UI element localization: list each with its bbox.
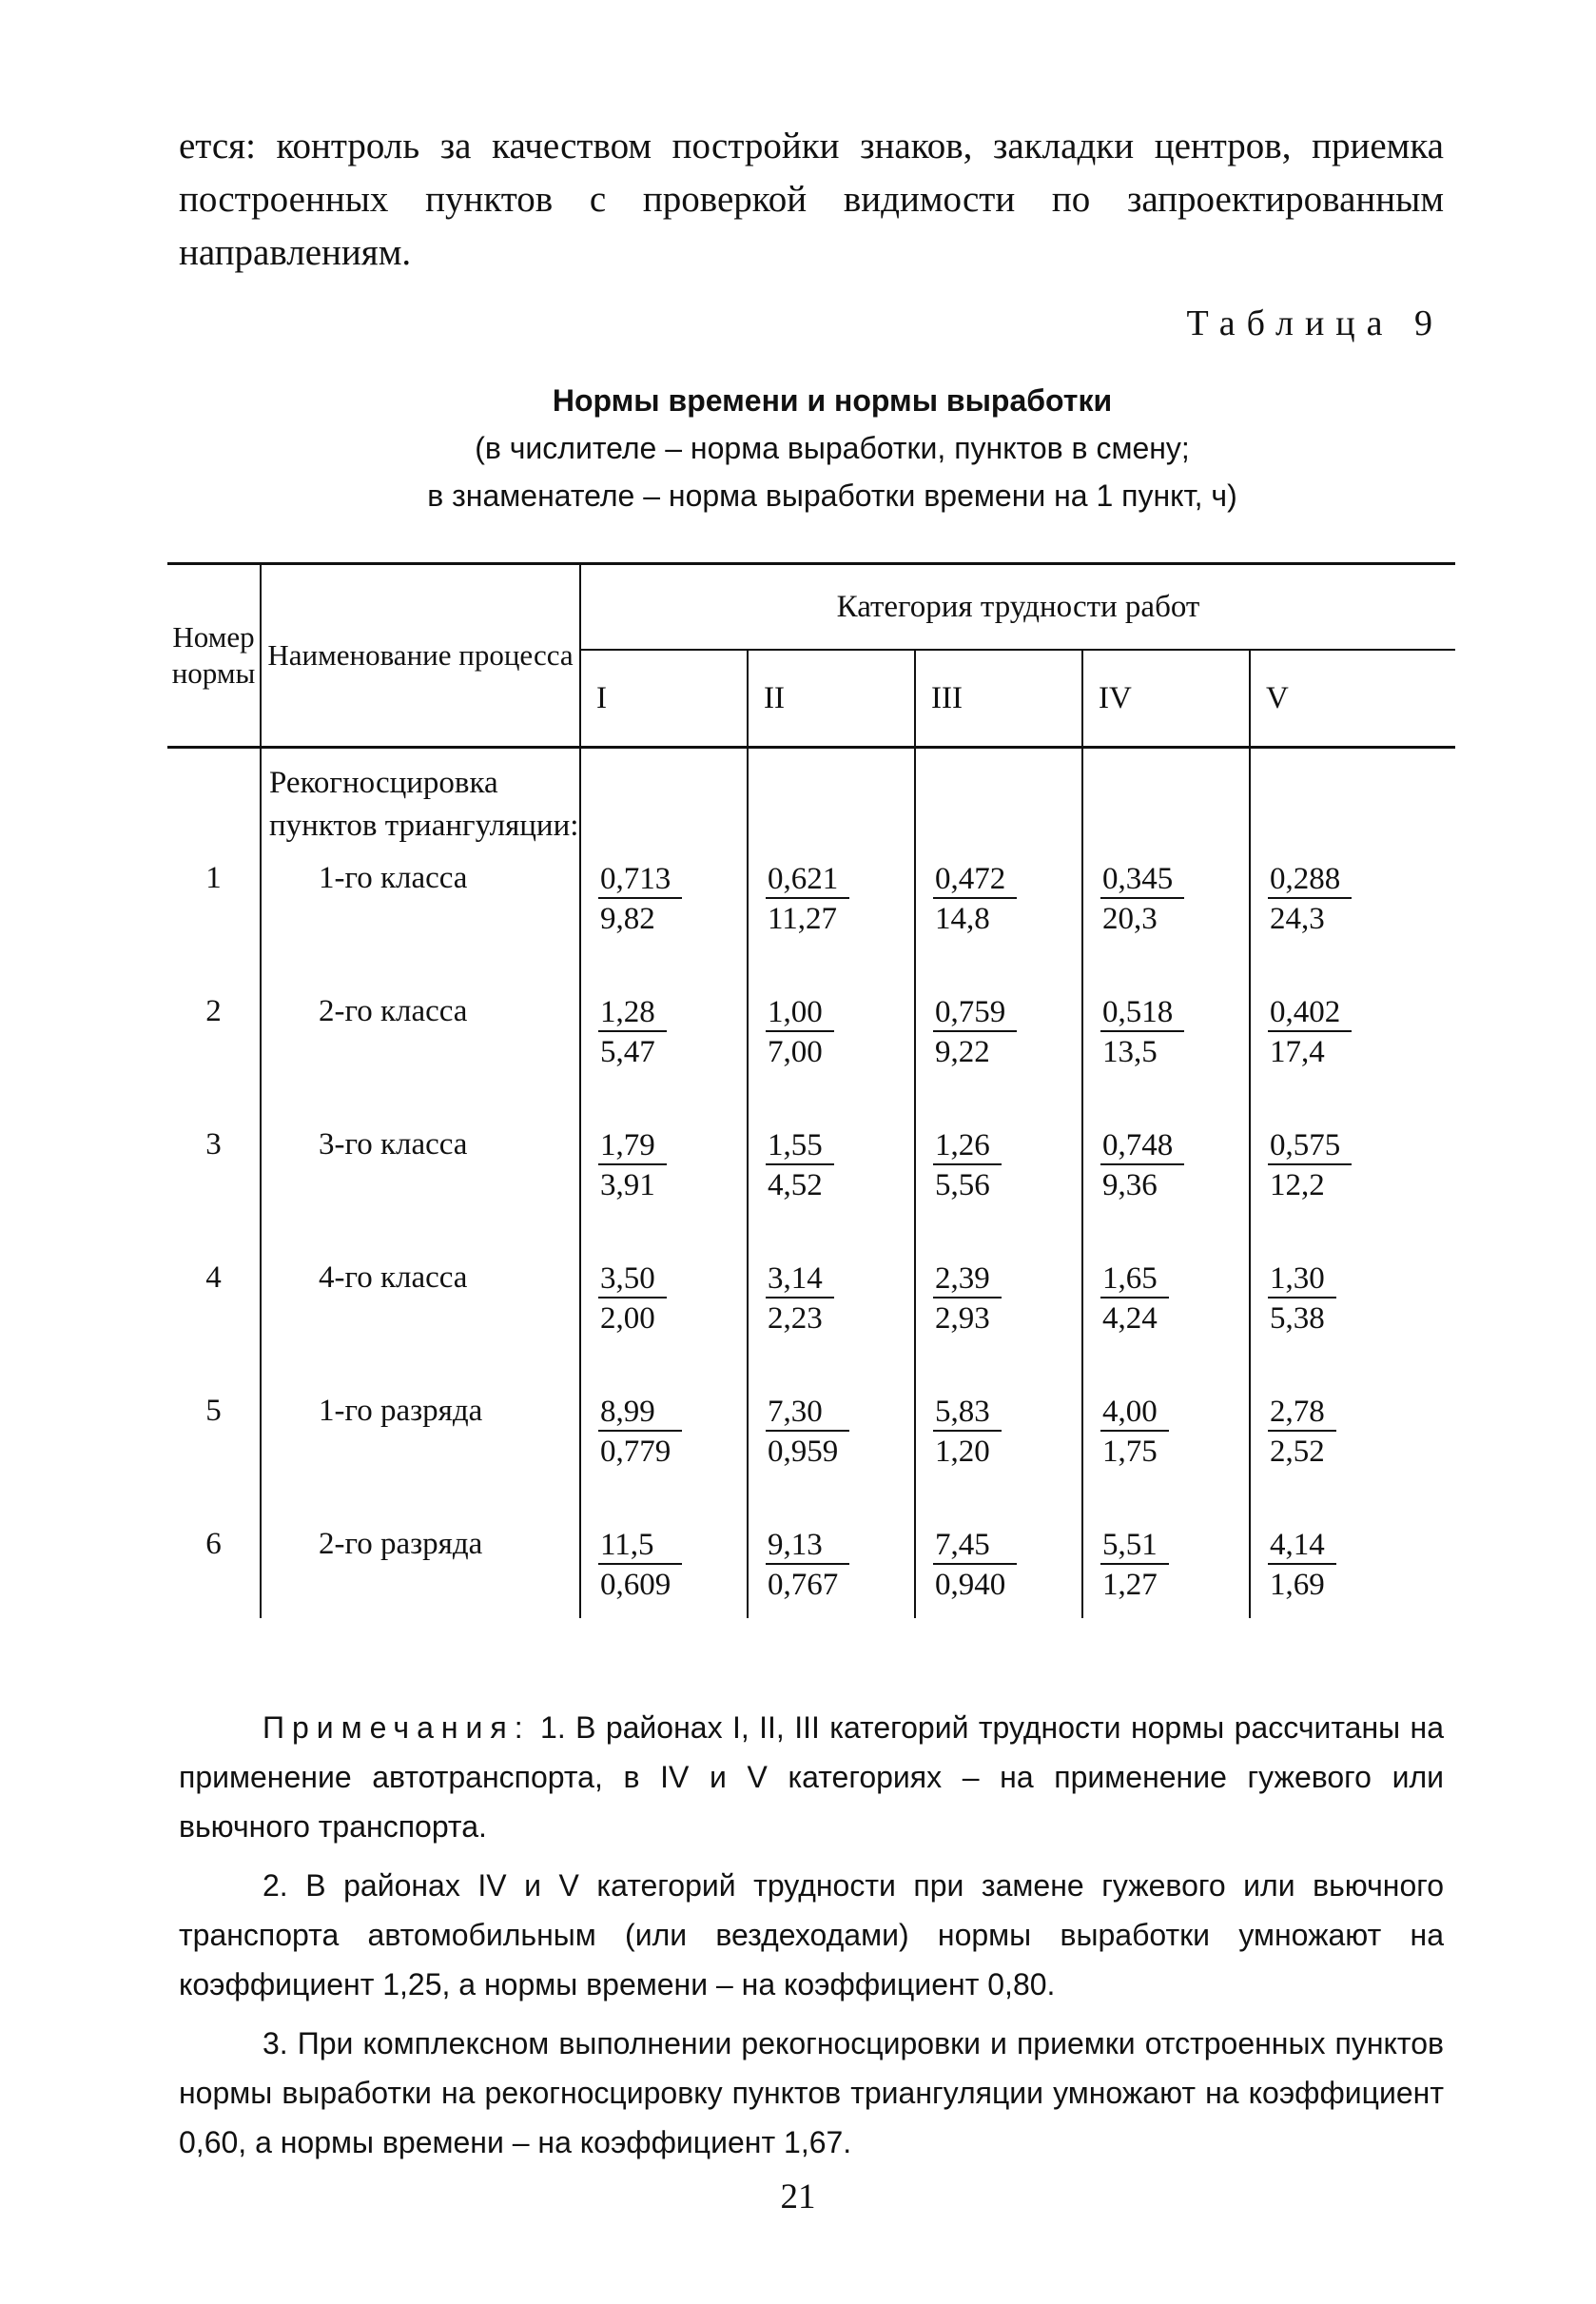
time-norm: 5,38: [1270, 1301, 1325, 1336]
table-caption: [285, 377, 1379, 519]
process-name: 4-го класса: [319, 1260, 468, 1295]
table-row: [167, 981, 1455, 1114]
value-fraction: [1100, 1260, 1169, 1337]
time-norm: 1,75: [1102, 1435, 1158, 1469]
norm-number: 3: [205, 1127, 222, 1162]
norm-number: 6: [205, 1527, 222, 1561]
table-label: Таблица 9: [1186, 303, 1444, 343]
output-norm: 0,621: [766, 861, 849, 899]
time-norm: 7,00: [768, 1035, 823, 1069]
table-subtitle-line-1: (в числителе – норма выработки, пунктов в смену;: [475, 431, 1190, 465]
table-row: [167, 848, 1455, 981]
output-norm: 8,99: [598, 1394, 682, 1432]
time-norm: 4,24: [1102, 1301, 1158, 1336]
value-fraction: [1268, 1527, 1336, 1603]
process-name: 1-го разряда: [319, 1394, 483, 1428]
value-fraction: [1100, 1527, 1169, 1603]
time-norm: 9,22: [935, 1035, 990, 1069]
time-norm: 2,00: [600, 1301, 655, 1336]
notes-section: [179, 1703, 1444, 2177]
column-header-process: Наименование процесса: [261, 564, 580, 748]
table-row: [167, 1114, 1455, 1247]
category-header: III: [915, 650, 1082, 748]
time-norm: 9,36: [1102, 1168, 1158, 1202]
output-norm: 0,345: [1100, 861, 1184, 899]
value-fraction: [598, 1127, 667, 1203]
value-fraction: [1268, 1260, 1336, 1337]
output-norm: 11,5: [598, 1527, 682, 1565]
output-norm: 3,50: [598, 1260, 667, 1298]
output-norm: 1,55: [766, 1127, 834, 1165]
norm-number: 4: [205, 1260, 222, 1295]
notes-label: Примечания:: [263, 1710, 531, 1745]
norm-number: 1: [205, 861, 222, 895]
time-norm: 9,82: [600, 902, 655, 936]
output-norm: 1,28: [598, 994, 667, 1032]
output-norm: 2,78: [1268, 1394, 1336, 1432]
table-row: [167, 1380, 1455, 1513]
value-fraction: [766, 1127, 834, 1203]
intro-paragraph: ется: контроль за качеством постройки знаков, закладки центров, приемка построенных пунктов с проверкой видимости по запроектированным направлениям.: [179, 126, 1444, 273]
value-fraction: [933, 1527, 1017, 1603]
value-fraction: [933, 1394, 1002, 1470]
value-fraction: [1100, 861, 1184, 937]
time-norm: 2,93: [935, 1301, 990, 1336]
process-name: 2-го класса: [319, 994, 468, 1028]
process-name: 1-го класса: [319, 861, 468, 895]
value-fraction: [933, 994, 1017, 1070]
output-norm: 7,45: [933, 1527, 1017, 1565]
value-fraction: [766, 994, 834, 1070]
time-norm: 17,4: [1270, 1035, 1325, 1069]
norm-number: 2: [205, 994, 222, 1028]
norm-number: 5: [205, 1394, 222, 1428]
value-fraction: [1100, 1127, 1184, 1203]
value-fraction: [1100, 1394, 1169, 1470]
output-norm: 1,79: [598, 1127, 667, 1165]
value-fraction: [1268, 1394, 1336, 1470]
output-norm: 2,39: [933, 1260, 1002, 1298]
output-norm: 1,65: [1100, 1260, 1169, 1298]
time-norm: 0,940: [935, 1568, 1006, 1602]
table-row: [167, 1247, 1455, 1380]
value-fraction: [598, 1527, 682, 1603]
value-fraction: [766, 1394, 849, 1470]
time-norm: 2,52: [1270, 1435, 1325, 1469]
note-1: [179, 1703, 1444, 1851]
column-header-number: Номер нормы: [167, 564, 261, 748]
time-norm: 1,69: [1270, 1568, 1325, 1602]
output-norm: 1,26: [933, 1127, 1002, 1165]
category-header: II: [748, 650, 915, 748]
value-fraction: [598, 1394, 682, 1470]
time-norm: 20,3: [1102, 902, 1158, 936]
time-norm: 12,2: [1270, 1168, 1325, 1202]
output-norm: 0,288: [1268, 861, 1352, 899]
output-norm: 0,713: [598, 861, 682, 899]
category-header: V: [1250, 650, 1455, 748]
value-fraction: [1268, 861, 1352, 937]
time-norm: 0,959: [768, 1435, 839, 1469]
process-name: 2-го разряда: [319, 1527, 483, 1561]
time-norm: 11,27: [768, 902, 838, 936]
output-norm: 0,402: [1268, 994, 1352, 1032]
output-norm: 1,00: [766, 994, 834, 1032]
category-header: IV: [1082, 650, 1250, 748]
time-norm: 5,56: [935, 1168, 990, 1202]
value-fraction: [933, 1260, 1002, 1337]
time-norm: 2,23: [768, 1301, 823, 1336]
time-norm: 0,779: [600, 1435, 671, 1469]
time-norm: 4,52: [768, 1168, 823, 1202]
time-norm: 1,27: [1102, 1568, 1158, 1602]
table-row: [167, 1513, 1455, 1618]
value-fraction: [766, 1527, 849, 1603]
category-group-header: Категория трудности работ: [580, 564, 1455, 651]
process-name: 3-го класса: [319, 1127, 468, 1162]
time-norm: 1,20: [935, 1435, 990, 1469]
time-norm: 13,5: [1102, 1035, 1158, 1069]
group-row: [167, 748, 1455, 849]
output-norm: 3,14: [766, 1260, 834, 1298]
output-norm: 0,472: [933, 861, 1017, 899]
time-norm: 5,47: [600, 1035, 655, 1069]
time-norm: 14,8: [935, 902, 990, 936]
value-fraction: [598, 994, 667, 1070]
value-fraction: [933, 1127, 1002, 1203]
time-norm: 3,91: [600, 1168, 655, 1202]
value-fraction: [766, 861, 849, 937]
value-fraction: [1268, 994, 1352, 1070]
output-norm: 0,748: [1100, 1127, 1184, 1165]
output-norm: 5,51: [1100, 1527, 1169, 1565]
value-fraction: [598, 861, 682, 937]
value-fraction: [1268, 1127, 1352, 1203]
page-number: 21: [780, 2177, 816, 2216]
output-norm: 4,00: [1100, 1394, 1169, 1432]
output-norm: 0,575: [1268, 1127, 1352, 1165]
table-subtitle-line-2: в знаменателе – норма выработки времени на 1 пункт, ч): [427, 478, 1237, 513]
output-norm: 7,30: [766, 1394, 849, 1432]
note-2: 2. В районах IV и V категорий трудности при замене гужевого или вьючного транспорта автомобильным (или вездеходами) нормы выработки умножают на коэффициент 1,25, а нормы времени – на коэффициент 0,80.: [179, 1868, 1444, 2001]
time-norm: 0,767: [768, 1568, 839, 1602]
group-label: Рекогносцировка пунктов триангуляции:: [261, 748, 580, 849]
value-fraction: [766, 1260, 834, 1337]
table-title: Нормы времени и нормы выработки: [552, 383, 1113, 418]
output-norm: 0,518: [1100, 994, 1184, 1032]
output-norm: 4,14: [1268, 1527, 1336, 1565]
category-header: I: [580, 650, 748, 748]
output-norm: 0,759: [933, 994, 1017, 1032]
note-1-text: 1. В районах I, II, III категорий трудности нормы рассчитаны на применение автотранспорта, в IV и V категориях – на применение гужевого или вьючного транспорта.: [179, 1710, 1445, 1844]
norms-table: [167, 562, 1455, 1618]
value-fraction: [598, 1260, 667, 1337]
time-norm: 0,609: [600, 1568, 671, 1602]
value-fraction: [933, 861, 1017, 937]
output-norm: 9,13: [766, 1527, 849, 1565]
time-norm: 24,3: [1270, 902, 1325, 936]
note-3: 3. При комплексном выполнении рекогносцировки и приемки отстроенных пунктов нормы выработки на рекогносцировку пунктов триангуляции умножают на коэффициент 0,60, а нормы времени – на коэффициент 1,67.: [179, 2026, 1444, 2159]
value-fraction: [1100, 994, 1184, 1070]
output-norm: 5,83: [933, 1394, 1002, 1432]
output-norm: 1,30: [1268, 1260, 1336, 1298]
